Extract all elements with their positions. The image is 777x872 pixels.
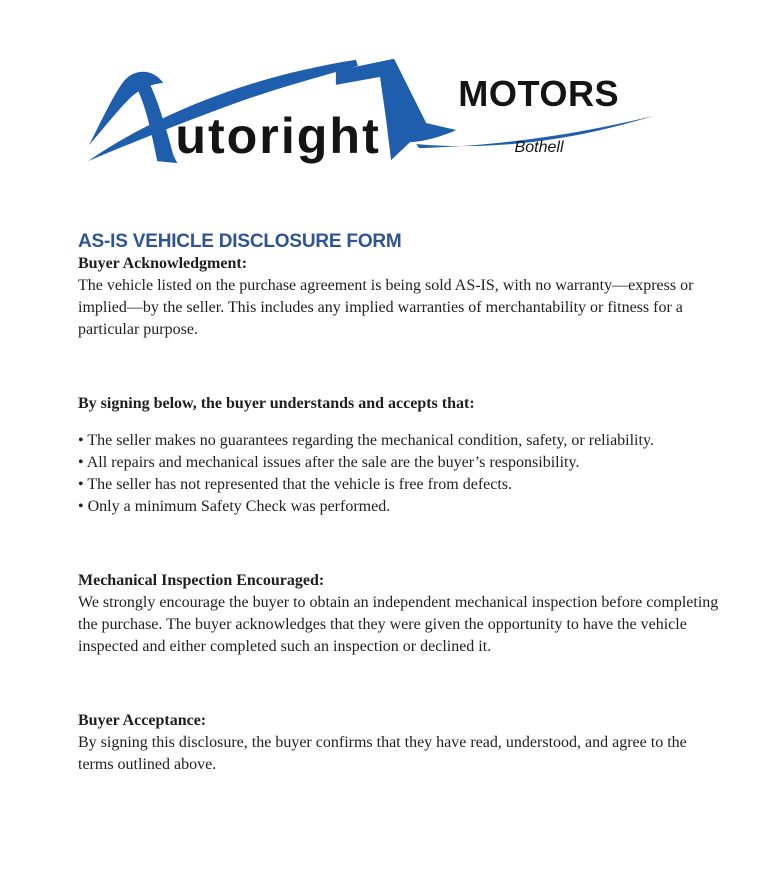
section-heading-signing-terms: By signing below, the buyer understands and accepts that:: [78, 395, 475, 412]
bullet-minimum-safety-check: • Only a minimum Safety Check was performed.: [78, 498, 391, 515]
disclosure-form: [78, 170, 726, 776]
dealer-logo-graphic: [85, 56, 657, 170]
dealer-logo: [85, 56, 657, 170]
bullet-not-free-from-defects: • The seller has not represented that the vehicle is free from defects.: [78, 476, 513, 493]
paragraph-mechanical-inspection: We strongly encourage the buyer to obtain an independent mechanical inspection before completing the purchase. The buyer acknowledges that they were given the opportunity to have the vehicle inspected and either completed such an inspection or declined it.: [78, 594, 719, 655]
bullet-no-guarantees: • The seller makes no guarantees regarding the mechanical condition, safety, or reliability.: [78, 432, 654, 449]
logo-location-bothell: Bothell: [514, 138, 564, 157]
bullet-repairs-responsibility: • All repairs and mechanical issues after the sale are the buyer’s responsibility.: [78, 454, 580, 471]
section-heading-buyer-acknowledgment: Buyer Acknowledgment:: [78, 255, 248, 272]
page-title: AS-IS VEHICLE DISCLOSURE FORM: [78, 231, 402, 252]
paragraph-buyer-acceptance: By signing this disclosure, the buyer confirms that they have read, understood, and agree to the terms outlined above.: [78, 734, 687, 773]
logo-wordmark-motors: MOTORS: [458, 72, 620, 114]
section-heading-mechanical-inspection: Mechanical Inspection Encouraged:: [78, 572, 325, 589]
section-heading-buyer-acceptance: Buyer Acceptance:: [78, 712, 207, 729]
logo-wordmark-autoright: utoright: [175, 108, 381, 165]
paragraph-buyer-acknowledgment: The vehicle listed on the purchase agreement is being sold AS-IS, with no warranty—express or implied—by the seller. This includes any implied warranties of merchantability or fitness for a particular purpose.: [78, 277, 694, 338]
